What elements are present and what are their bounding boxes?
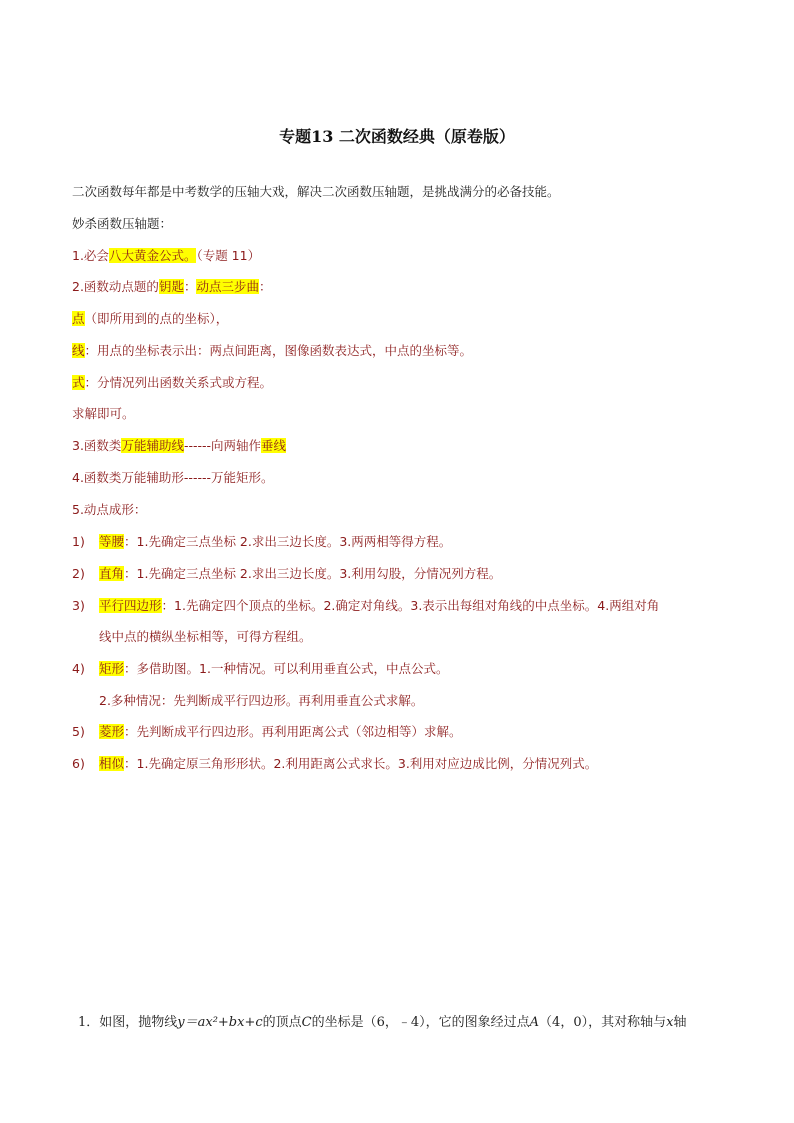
- list-item-3-continuation: 线中点的横纵坐标相等，可得方程组。: [99, 629, 312, 644]
- list-text: ：1.先确定原三角形形状。2.利用距离公式求长。3.利用对应边成比例，分情况列式。: [124, 756, 598, 771]
- list-highlight: 菱形: [99, 724, 125, 739]
- list-number: 6): [72, 756, 85, 771]
- item-1: [72, 246, 260, 266]
- step-point: [72, 309, 228, 329]
- step-line-highlight: 线: [72, 343, 85, 358]
- item-2: [72, 277, 272, 297]
- item-3-mid: ------向两轴作: [183, 438, 262, 453]
- question-point-a: A: [529, 1015, 540, 1030]
- question-text-e: 轴: [673, 1015, 687, 1030]
- list-item-6: [72, 754, 597, 774]
- item-5: 5.动点成形：: [72, 502, 147, 517]
- step-point-text: （即所用到的点的坐标），: [84, 311, 229, 326]
- list-item-3: [72, 596, 659, 616]
- list-text: ：多借助图。1.一种情况。可以利用垂直公式，中点公式。: [124, 661, 449, 676]
- list-highlight: 矩形: [99, 661, 125, 676]
- item-4: 4.函数类万能辅助形------万能矩形。: [72, 470, 274, 485]
- question-text-d: （4，0），其对称轴与: [539, 1015, 667, 1030]
- list-highlight: 相似: [99, 756, 125, 771]
- question-formula: y＝ax²+bx+c: [177, 1015, 263, 1030]
- list-text: ：先判断成平行四边形。再利用距离公式（邻边相等）求解。: [124, 724, 462, 739]
- item-1-post: （专题 11）: [196, 248, 261, 263]
- step-formula-highlight: 式: [72, 375, 85, 390]
- step-line-text: ：用点的坐标表示出：两点间距离，图像函数表达式，中点的坐标等。: [84, 343, 473, 358]
- list-number: 3): [72, 598, 85, 613]
- question-text-b: 的顶点: [262, 1015, 302, 1030]
- list-item-4: [72, 659, 448, 679]
- item-2-mid: ：: [183, 279, 197, 294]
- item-2-pre: 2.函数动点题的: [72, 279, 159, 294]
- item-3-pre: 3.函数类: [72, 438, 122, 453]
- page-title: 专题13 二次函数经典（原卷版）: [279, 127, 515, 146]
- list-item-1: [72, 532, 451, 552]
- list-number: 2): [72, 566, 85, 581]
- list-number: 4): [72, 661, 85, 676]
- list-number: 1): [72, 534, 85, 549]
- step-formula: [72, 373, 272, 393]
- item-1-highlight: 八大黄金公式。: [108, 248, 197, 263]
- step-formula-text: ：分情况列出函数关系式或方程。: [84, 375, 273, 390]
- intro-text: 二次函数每年都是中考数学的压轴大戏，解决二次函数压轴题，是挑战满分的必备技能。: [72, 184, 560, 199]
- list-item-5: [72, 722, 462, 742]
- item-2-highlight-2: 动点三步曲: [196, 279, 259, 294]
- question-point-c: C: [301, 1015, 312, 1030]
- question-x: x: [666, 1015, 674, 1030]
- list-item-2: [72, 564, 501, 584]
- list-item-4-continuation: 2.多种情况：先判断成平行四边形。再利用垂直公式求解。: [99, 693, 424, 708]
- list-text: ：1.先确定四个顶点的坐标。2.确定对角线。3.表示出每组对角线的中点坐标。4.两组对角: [161, 598, 660, 613]
- question-text-c: 的坐标是（6，﹣4），它的图象经过点: [311, 1015, 530, 1030]
- item-3-highlight-1: 万能辅助线: [121, 438, 184, 453]
- list-highlight: 直角: [99, 566, 125, 581]
- item-2-post: ：: [258, 279, 272, 294]
- list-text: ：1.先确定三点坐标 2.求出三边长度。3.利用勾股，分情况列方程。: [124, 566, 502, 581]
- solve-text: 求解即可。: [72, 406, 135, 421]
- item-3: [72, 436, 286, 456]
- step-line: [72, 341, 472, 361]
- step-point-highlight: 点: [72, 311, 85, 326]
- item-1-pre: 1.必会: [72, 248, 109, 263]
- question-1: [78, 1011, 686, 1030]
- item-3-highlight-2: 垂线: [261, 438, 287, 453]
- list-text: ：1.先确定三点坐标 2.求出三边长度。3.两两相等得方程。: [124, 534, 452, 549]
- list-number: 5): [72, 724, 85, 739]
- list-highlight: 平行四边形: [99, 598, 162, 613]
- question-text-a: 1．如图，抛物线: [78, 1015, 178, 1030]
- subhead-text: 妙杀函数压轴题：: [72, 216, 173, 231]
- list-highlight: 等腰: [99, 534, 125, 549]
- item-2-highlight-1: 钥匙: [158, 279, 184, 294]
